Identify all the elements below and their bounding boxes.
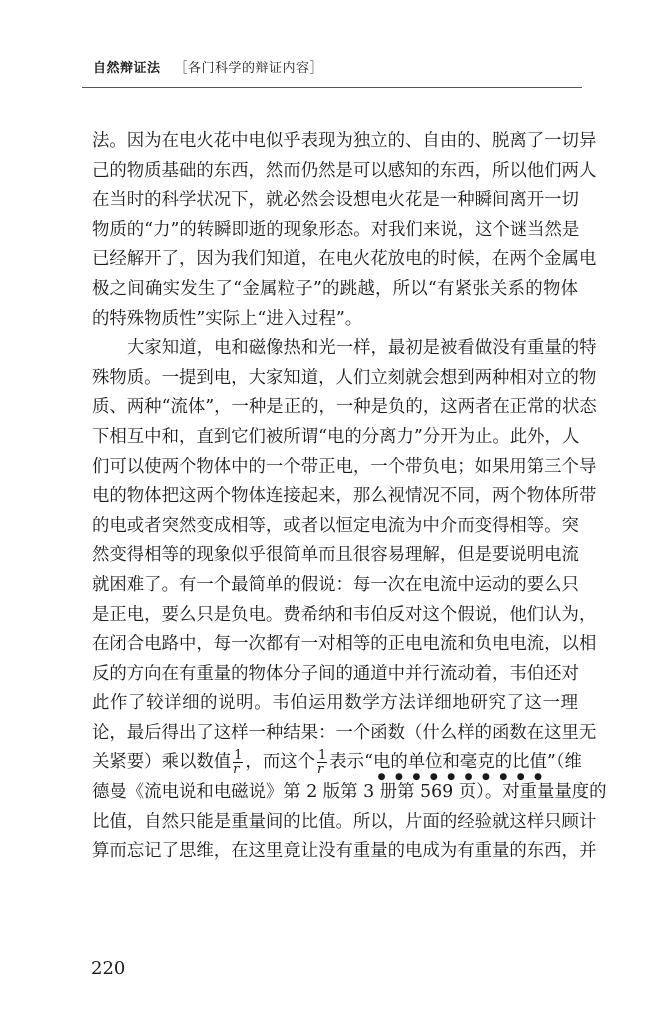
text-line: 法。因为在电火花中电似乎表现为独立的、自由的、脱离了一切异 — [92, 131, 597, 151]
formula-text: ”（维 — [546, 752, 582, 773]
text-line: 殊物质。一提到电，大家知道，人们立刻就会想到两种相对立的物 — [92, 367, 597, 388]
text-line: 的特殊物质性”实际上“进入过程”。 — [92, 308, 363, 329]
page-number: 220 — [91, 958, 126, 979]
body-text — [92, 127, 607, 867]
text-line: 们可以使两个物体中的一个带正电，一个带负电；如果用第三个导 — [92, 456, 597, 477]
text-line: 此作了较详细的说明。韦伯运用数学方法详细地研究了这一理 — [92, 693, 578, 714]
fraction — [317, 749, 327, 776]
header-book-title: 自然辩证法 — [93, 61, 161, 76]
running-header — [93, 57, 323, 76]
emphasized-phrase: 电的单位和毫克的比值 — [372, 752, 547, 773]
text-line: 电的物体把这两个物体连接起来，那么视情况不同，两个物体所带 — [92, 486, 597, 507]
text-line: 质、两种“流体”，一种是正的，一种是负的，这两者在正常的状态 — [92, 397, 597, 418]
header-section: ［各门科学的辩证内容］ — [174, 61, 324, 76]
fraction-numerator: 1 — [234, 748, 243, 764]
text-line: 已经解开了，因为我们知道，在电火花放电的时候，在两个金属电 — [92, 249, 597, 270]
header-rule — [82, 87, 582, 88]
text-line: 是正电，要么只是负电。费希纳和韦伯反对这个假说，他们认为， — [92, 604, 597, 625]
text-line: 算而忘记了思维，在这里竟让没有重量的电成为有重量的东西，并 — [92, 841, 597, 862]
paragraph-start-line: 大家知道，电和磁像热和光一样，最初是被看做没有重量的特 — [127, 338, 597, 359]
text-line: 在闭合电路中，每一次都有一对相等的正电电流和负电电流，以相 — [92, 634, 597, 655]
formula-text: ，而这个 — [245, 752, 315, 773]
text-line: 论，最后得出了这样一种结果：一个函数（什么样的函数在这里无 — [92, 722, 597, 743]
text-line: 己的物质基础的东西，然而仍然是可以感知的东西，所以他们两人 — [92, 160, 597, 181]
formula-text: 关紧要）乘以数值 — [92, 752, 232, 773]
fraction-numerator: 1 — [318, 748, 327, 764]
fraction — [233, 749, 243, 776]
text-line: 下相互中和，直到它们被所谓“电的分离力”分开为止。此外，人 — [92, 426, 580, 447]
text-line: 比值，自然只能是重量间的比值。所以，片面的经验就这样只顾计 — [92, 811, 597, 832]
formula-text: 表示“ — [329, 752, 373, 773]
fraction-denominator: r — [233, 762, 240, 778]
text-line: 在当时的科学状况下，就必然会设想电火花是一种瞬间离开一切 — [92, 190, 579, 211]
formula-line — [92, 748, 582, 778]
text-line: 就困难了。有一个最简单的假说：每一次在电流中运动的要么只 — [92, 574, 579, 595]
text-line: 反的方向在有重量的物体分子间的通道中并行流动着，韦伯还对 — [92, 663, 579, 684]
text-line: 极之间确实发生了“金属粒子”的跳越，所以“有紧张关系的物体 — [92, 278, 578, 299]
fraction-denominator: r — [317, 762, 324, 778]
text-line: 然变得相等的现象似乎很简单而且很容易理解，但是要说明电流 — [92, 545, 579, 566]
text-line: 的电或者突然变成相等，或者以恒定电流为中介而变得相等。突 — [92, 515, 579, 536]
text-line: 德曼《流电说和电磁说》第 2 版第 3 册第 569 页）。对重量量度的 — [92, 782, 607, 803]
text-line: 物质的“力”的转瞬即逝的现象形态。对我们来说，这个谜当然是 — [92, 219, 580, 240]
